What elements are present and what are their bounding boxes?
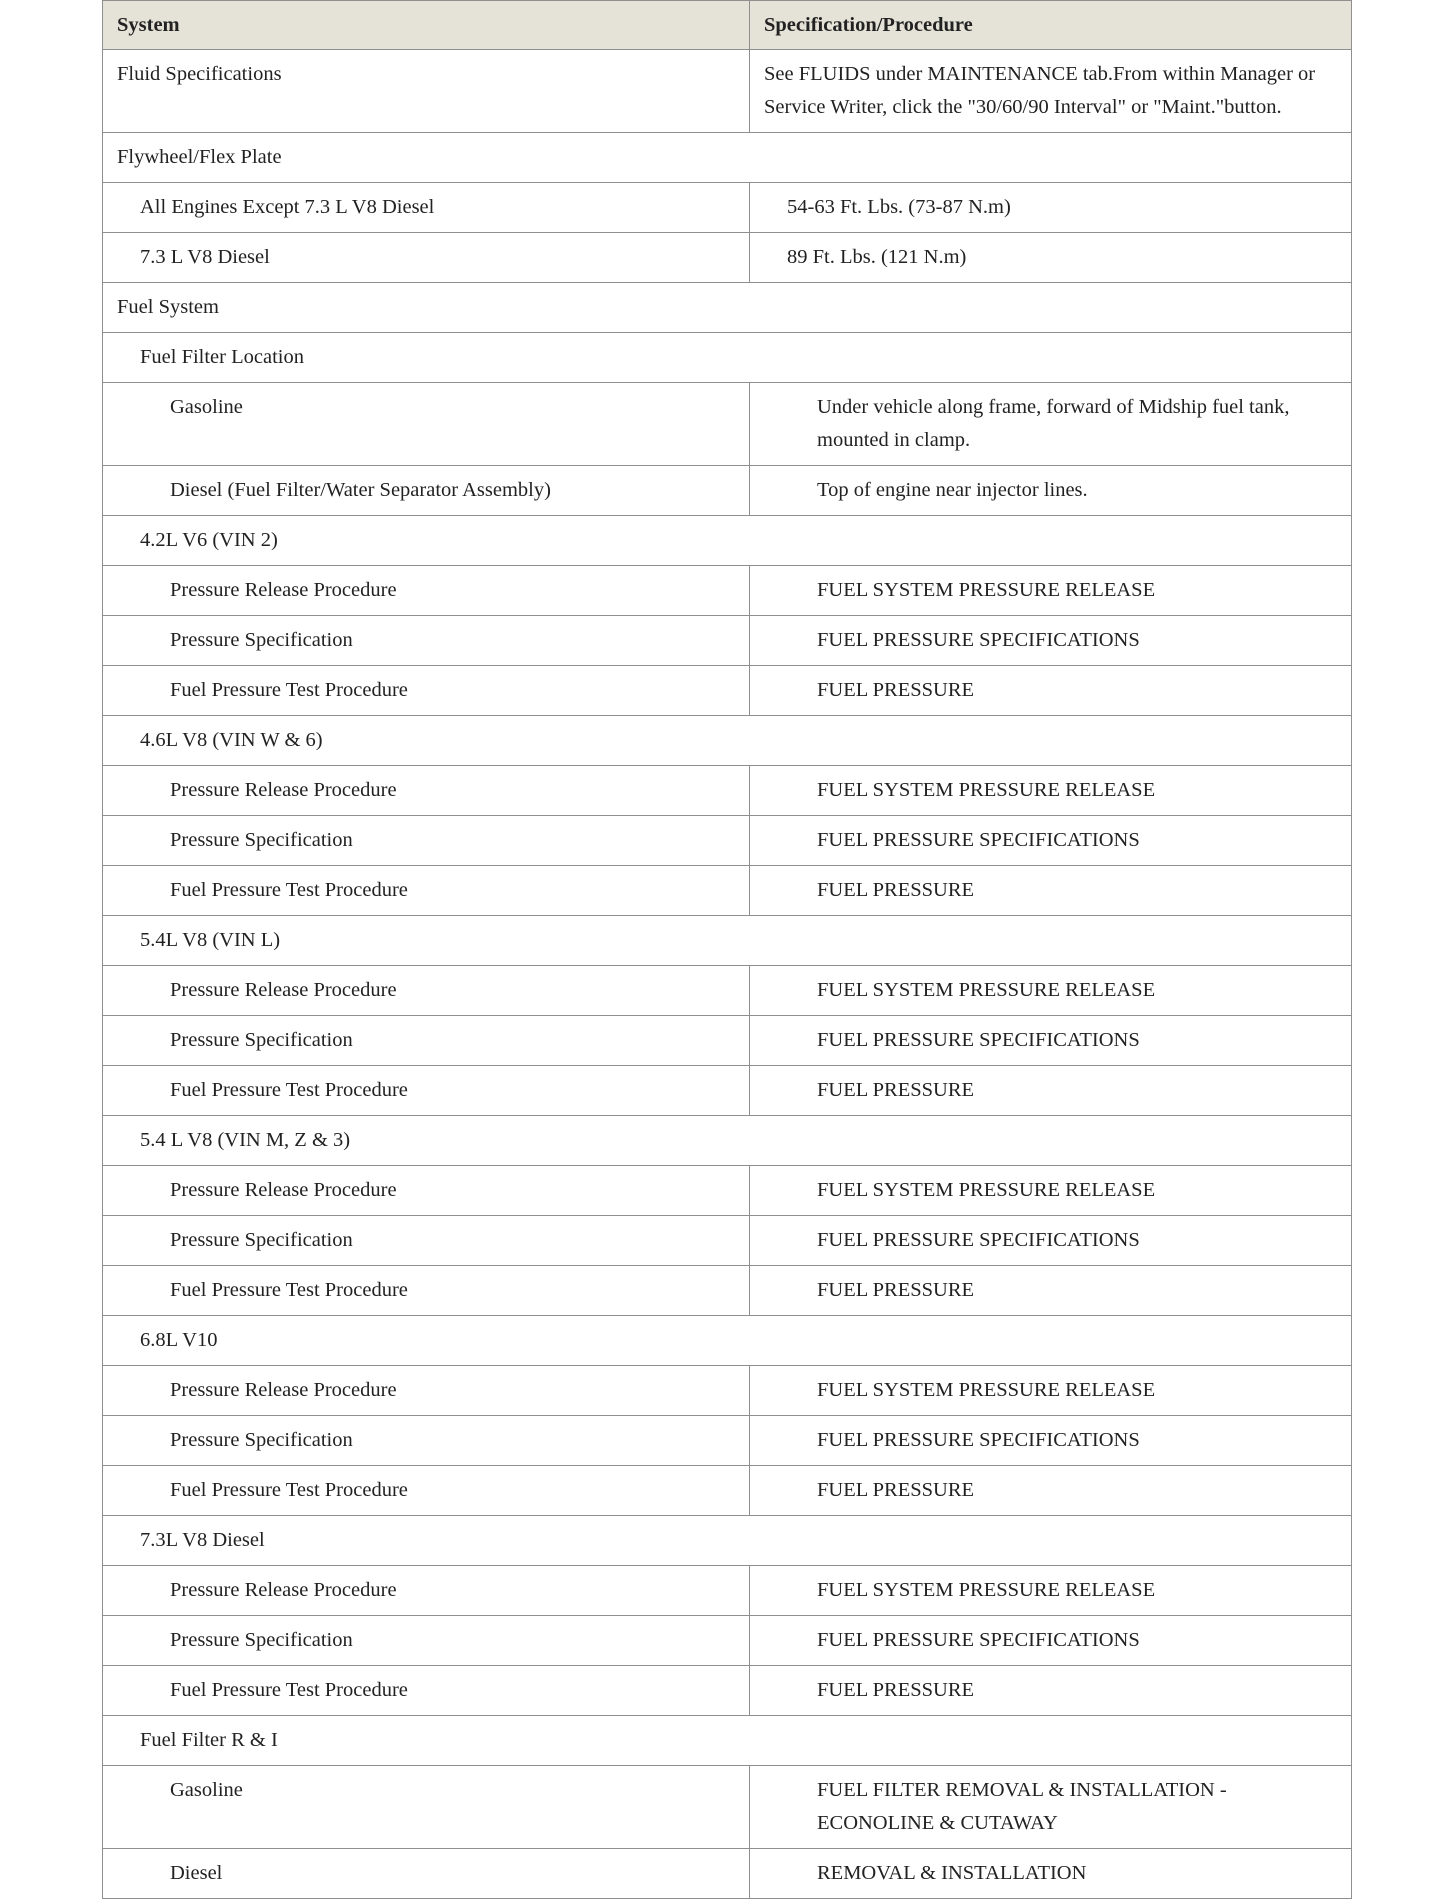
specification-cell: FUEL SYSTEM PRESSURE RELEASE bbox=[750, 1366, 1352, 1416]
section-row bbox=[103, 1516, 1352, 1566]
system-cell: Fuel Pressure Test Procedure bbox=[103, 1666, 750, 1716]
specification-column-header: Specification/Procedure bbox=[750, 1, 1352, 50]
table-row bbox=[103, 233, 1352, 283]
system-cell: Pressure Release Procedure bbox=[103, 1166, 750, 1216]
table-row bbox=[103, 666, 1352, 716]
system-cell: Pressure Release Procedure bbox=[103, 966, 750, 1016]
specification-cell: FUEL SYSTEM PRESSURE RELEASE bbox=[750, 766, 1352, 816]
system-cell: Fuel Pressure Test Procedure bbox=[103, 1266, 750, 1316]
specification-cell: REMOVAL & INSTALLATION bbox=[750, 1849, 1352, 1899]
section-row bbox=[103, 333, 1352, 383]
system-cell: Pressure Specification bbox=[103, 1016, 750, 1066]
section-heading-cell: 4.2L V6 (VIN 2) bbox=[103, 516, 1352, 566]
section-row bbox=[103, 716, 1352, 766]
section-heading-cell: 5.4L V8 (VIN L) bbox=[103, 916, 1352, 966]
specification-cell: FUEL PRESSURE SPECIFICATIONS bbox=[750, 1216, 1352, 1266]
table-row bbox=[103, 866, 1352, 916]
table-row bbox=[103, 1166, 1352, 1216]
system-cell: Pressure Release Procedure bbox=[103, 566, 750, 616]
system-cell: Pressure Specification bbox=[103, 616, 750, 666]
table-row bbox=[103, 616, 1352, 666]
table-row bbox=[103, 1366, 1352, 1416]
section-heading-cell: Fuel Filter Location bbox=[103, 333, 1352, 383]
table-row bbox=[103, 1849, 1352, 1899]
section-heading-cell: 6.8L V10 bbox=[103, 1316, 1352, 1366]
specification-cell: FUEL FILTER REMOVAL & INSTALLATION - ECONOLINE & CUTAWAY bbox=[750, 1766, 1352, 1849]
specification-cell: FUEL PRESSURE SPECIFICATIONS bbox=[750, 1616, 1352, 1666]
section-row bbox=[103, 1316, 1352, 1366]
section-row bbox=[103, 283, 1352, 333]
specification-cell: FUEL PRESSURE SPECIFICATIONS bbox=[750, 1416, 1352, 1466]
table-header bbox=[103, 1, 1352, 50]
specification-cell: FUEL SYSTEM PRESSURE RELEASE bbox=[750, 566, 1352, 616]
system-cell: Fluid Specifications bbox=[103, 50, 750, 133]
section-heading-cell: 7.3L V8 Diesel bbox=[103, 1516, 1352, 1566]
table-row bbox=[103, 1466, 1352, 1516]
table-row bbox=[103, 966, 1352, 1016]
specification-cell: FUEL PRESSURE SPECIFICATIONS bbox=[750, 616, 1352, 666]
table-row bbox=[103, 50, 1352, 133]
system-cell: Diesel bbox=[103, 1849, 750, 1899]
system-cell: Pressure Release Procedure bbox=[103, 766, 750, 816]
specification-cell: 89 Ft. Lbs. (121 N.m) bbox=[750, 233, 1352, 283]
specification-cell: See FLUIDS under MAINTENANCE tab.From within Manager or Service Writer, click the "30/60/90 Interval" or "Maint."button. bbox=[750, 50, 1352, 133]
table-row bbox=[103, 383, 1352, 466]
specification-cell: FUEL PRESSURE bbox=[750, 1466, 1352, 1516]
system-cell: All Engines Except 7.3 L V8 Diesel bbox=[103, 183, 750, 233]
specification-cell: FUEL PRESSURE bbox=[750, 1666, 1352, 1716]
table-row bbox=[103, 566, 1352, 616]
section-heading-cell: Fuel Filter R & I bbox=[103, 1716, 1352, 1766]
table-row bbox=[103, 1016, 1352, 1066]
table-row bbox=[103, 183, 1352, 233]
table-row bbox=[103, 1066, 1352, 1116]
system-column-header: System bbox=[103, 1, 750, 50]
system-cell: Diesel (Fuel Filter/Water Separator Assembly) bbox=[103, 466, 750, 516]
section-row bbox=[103, 1116, 1352, 1166]
section-heading-cell: Fuel System bbox=[103, 283, 1352, 333]
system-cell: Pressure Release Procedure bbox=[103, 1566, 750, 1616]
specification-cell: FUEL PRESSURE bbox=[750, 1066, 1352, 1116]
specification-cell: FUEL SYSTEM PRESSURE RELEASE bbox=[750, 1566, 1352, 1616]
system-cell: Fuel Pressure Test Procedure bbox=[103, 666, 750, 716]
specification-cell: FUEL PRESSURE bbox=[750, 666, 1352, 716]
system-cell: Fuel Pressure Test Procedure bbox=[103, 1466, 750, 1516]
table-row bbox=[103, 1766, 1352, 1849]
specification-cell: FUEL PRESSURE bbox=[750, 866, 1352, 916]
header-row bbox=[103, 1, 1352, 50]
specification-cell: FUEL PRESSURE bbox=[750, 1266, 1352, 1316]
table-row bbox=[103, 816, 1352, 866]
system-cell: Fuel Pressure Test Procedure bbox=[103, 866, 750, 916]
specification-cell: Under vehicle along frame, forward of Midship fuel tank, mounted in clamp. bbox=[750, 383, 1352, 466]
table-row bbox=[103, 1216, 1352, 1266]
system-cell: 7.3 L V8 Diesel bbox=[103, 233, 750, 283]
specification-cell: FUEL PRESSURE SPECIFICATIONS bbox=[750, 1016, 1352, 1066]
section-heading-cell: Flywheel/Flex Plate bbox=[103, 133, 1352, 183]
specification-cell: Top of engine near injector lines. bbox=[750, 466, 1352, 516]
specification-table bbox=[102, 0, 1352, 1899]
table-row bbox=[103, 1266, 1352, 1316]
system-cell: Pressure Specification bbox=[103, 1216, 750, 1266]
system-cell: Pressure Release Procedure bbox=[103, 1366, 750, 1416]
table-row bbox=[103, 1666, 1352, 1716]
system-cell: Pressure Specification bbox=[103, 1616, 750, 1666]
specification-cell: FUEL SYSTEM PRESSURE RELEASE bbox=[750, 966, 1352, 1016]
table-row bbox=[103, 466, 1352, 516]
specification-cell: FUEL SYSTEM PRESSURE RELEASE bbox=[750, 1166, 1352, 1216]
table-row bbox=[103, 1416, 1352, 1466]
section-row bbox=[103, 516, 1352, 566]
table-row bbox=[103, 766, 1352, 816]
section-row bbox=[103, 1716, 1352, 1766]
section-heading-cell: 4.6L V8 (VIN W & 6) bbox=[103, 716, 1352, 766]
system-cell: Gasoline bbox=[103, 383, 750, 466]
specification-cell: 54-63 Ft. Lbs. (73-87 N.m) bbox=[750, 183, 1352, 233]
system-cell: Fuel Pressure Test Procedure bbox=[103, 1066, 750, 1116]
table-row bbox=[103, 1616, 1352, 1666]
table-row bbox=[103, 1566, 1352, 1616]
section-row bbox=[103, 133, 1352, 183]
system-cell: Pressure Specification bbox=[103, 1416, 750, 1466]
section-row bbox=[103, 916, 1352, 966]
system-cell: Pressure Specification bbox=[103, 816, 750, 866]
section-heading-cell: 5.4 L V8 (VIN M, Z & 3) bbox=[103, 1116, 1352, 1166]
table-body bbox=[103, 50, 1352, 1899]
system-cell: Gasoline bbox=[103, 1766, 750, 1849]
specification-cell: FUEL PRESSURE SPECIFICATIONS bbox=[750, 816, 1352, 866]
